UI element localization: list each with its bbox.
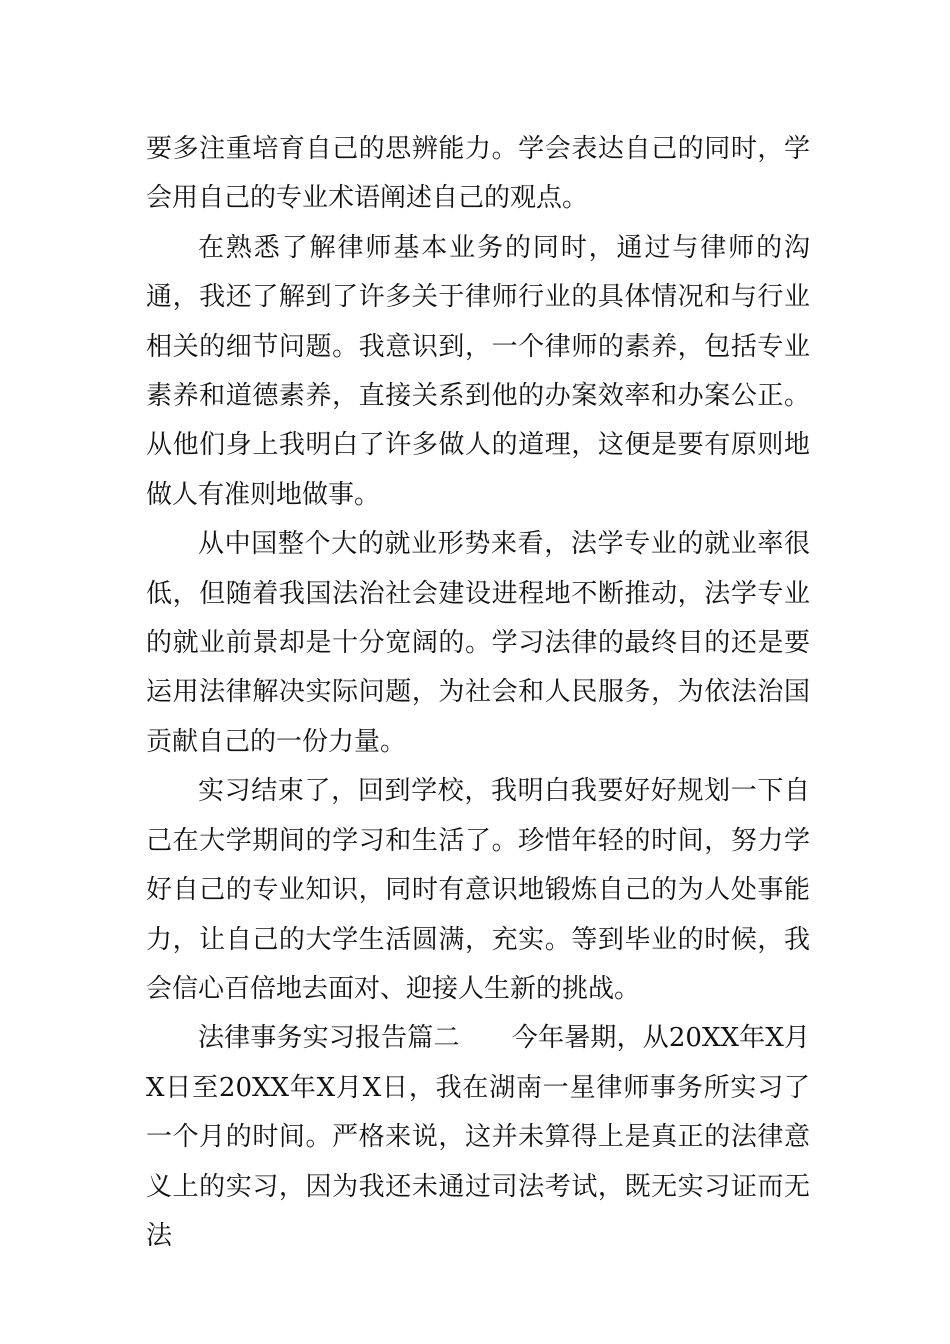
paragraph-report-two: 法律事务实习报告篇二 今年暑期，从20XX年X月X日至20XX年X月X日，我在湖南一星律师事务所实习了一个月的时间。严格来说，这并未算得上是真正的法律意义上的实习，因为我还未通过司法考试，既无实习证而无法	[146, 1023, 810, 1251]
document-body	[146, 125, 810, 1261]
paragraph-employment-outlook: 从中国整个大的就业形势来看，法学专业的就业率很低，但随着我国法治社会建设进程地不断推动，法学专业的就业前景却是十分宽阔的。学习法律的最终目的还是要运用法律解决实际问题，为社会和人民服务，为依法治国贡献自己的一份力量。	[146, 529, 810, 757]
paragraph-lawyer-qualities: 在熟悉了解律师基本业务的同时，通过与律师的沟通，我还了解到了许多关于律师行业的具体情况和与行业相关的细节问题。我意识到，一个律师的素养，包括专业素养和道德素养，直接关系到他的办案效率和办案公正。从他们身上我明白了许多做人的道理，这便是要有原则地做人有准则地做事。	[146, 232, 810, 510]
paragraph-internship-conclusion: 实习结束了，回到学校，我明白我要好好规划一下自己在大学期间的学习和生活了。珍惜年轻的时间，努力学好自己的专业知识，同时有意识地锻炼自己的为人处事能力，让自己的大学生活圆满，充实。等到毕业的时候，我会信心百倍地去面对、迎接人生新的挑战。	[146, 776, 810, 1004]
paragraph-continuation: 要多注重培育自己的思辨能力。学会表达自己的同时，学会用自己的专业术语阐述自己的观点。	[146, 134, 810, 214]
